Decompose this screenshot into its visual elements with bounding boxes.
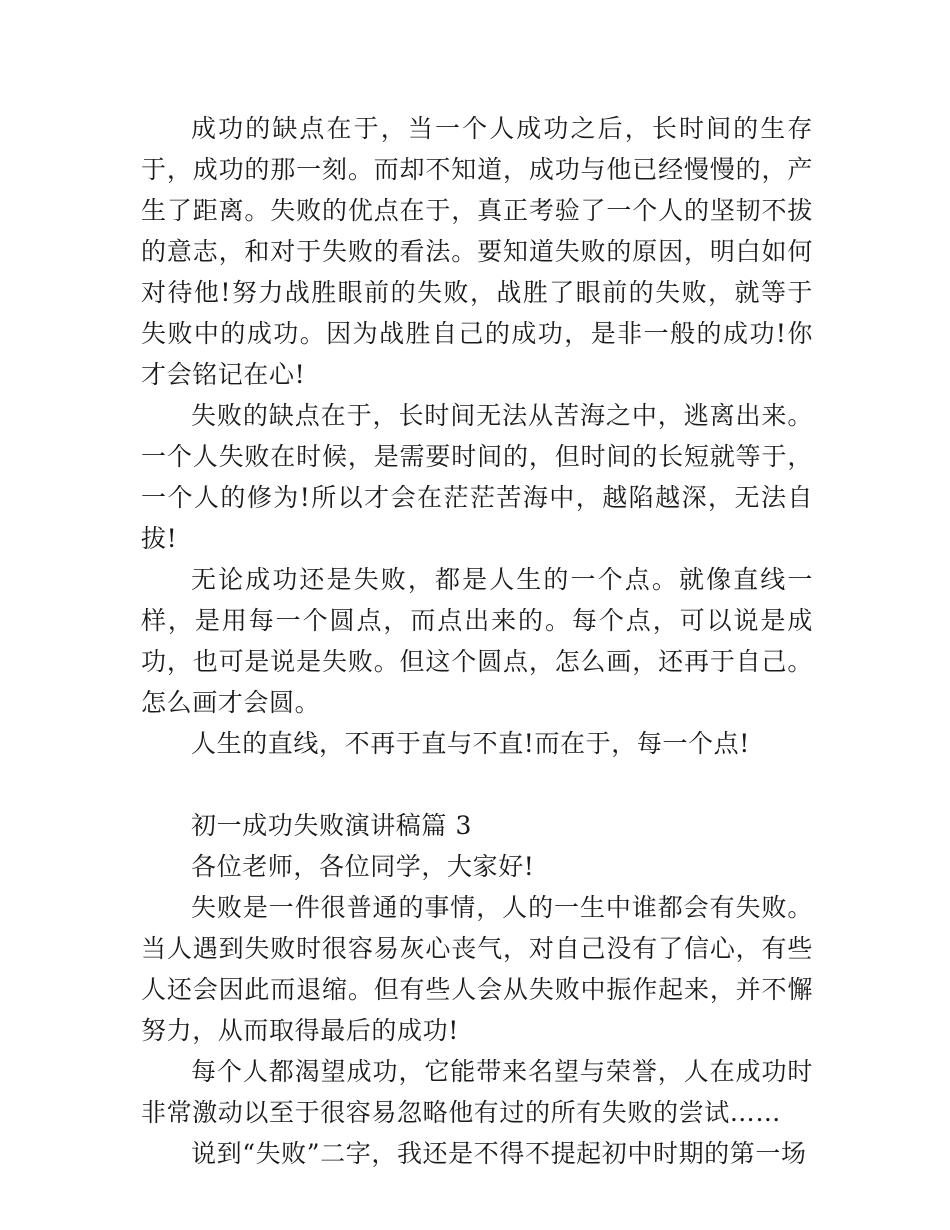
paragraph: 人生的直线，不再于直与不直!而在于，每一个点! <box>191 729 750 758</box>
document-body <box>141 108 813 1174</box>
paragraph: 失败是一件很普通的事情，人的一生中谁都会有失败。当人遇到失败时很容易灰心丧气，对自己没有了信心，有些人还会因此而退缩。但有些人会从失败中振作起来，并不懈努力，从而取得最后的成功! <box>141 893 813 1045</box>
paragraph: 失败的缺点在于，长时间无法从苦海之中，逃离出来。一个人失败在时候，是需要时间的，但时间的长短就等于，一个人的修为!所以才会在茫茫苦海中，越陷越深，无法自拔! <box>141 401 813 553</box>
paragraph: 说到“失败”二字，我还是不得不提起初中时期的第一场 <box>191 1139 807 1168</box>
paragraph: 每个人都渴望成功，它能带来名望与荣誉，人在成功时非常激动以至于很容易忽略他有过的所有失败的尝试…… <box>141 1057 813 1127</box>
section-title: 初一成功失败演讲稿篇 3 <box>191 811 473 840</box>
blank-line <box>141 764 813 805</box>
paragraph: 无论成功还是失败，都是人生的一个点。就像直线一样，是用每一个圆点，而点出来的。每个点，可以说是成功，也可是说是失败。但这个圆点，怎么画，还再于自己。怎么画才会圆。 <box>141 565 813 717</box>
paragraph: 成功的缺点在于，当一个人成功之后，长时间的生存于，成功的那一刻。而却不知道，成功与他已经慢慢的，产生了距离。失败的优点在于，真正考验了一个人的坚韧不拔的意志，和对于失败的看法。要知道失败的原因，明白如何对待他!努力战胜眼前的失败，战胜了眼前的失败，就等于失败中的成功。因为战胜自己的成功，是非一般的成功!你才会铭记在心! <box>141 114 813 389</box>
paragraph: 各位老师，各位同学，大家好! <box>191 852 535 881</box>
